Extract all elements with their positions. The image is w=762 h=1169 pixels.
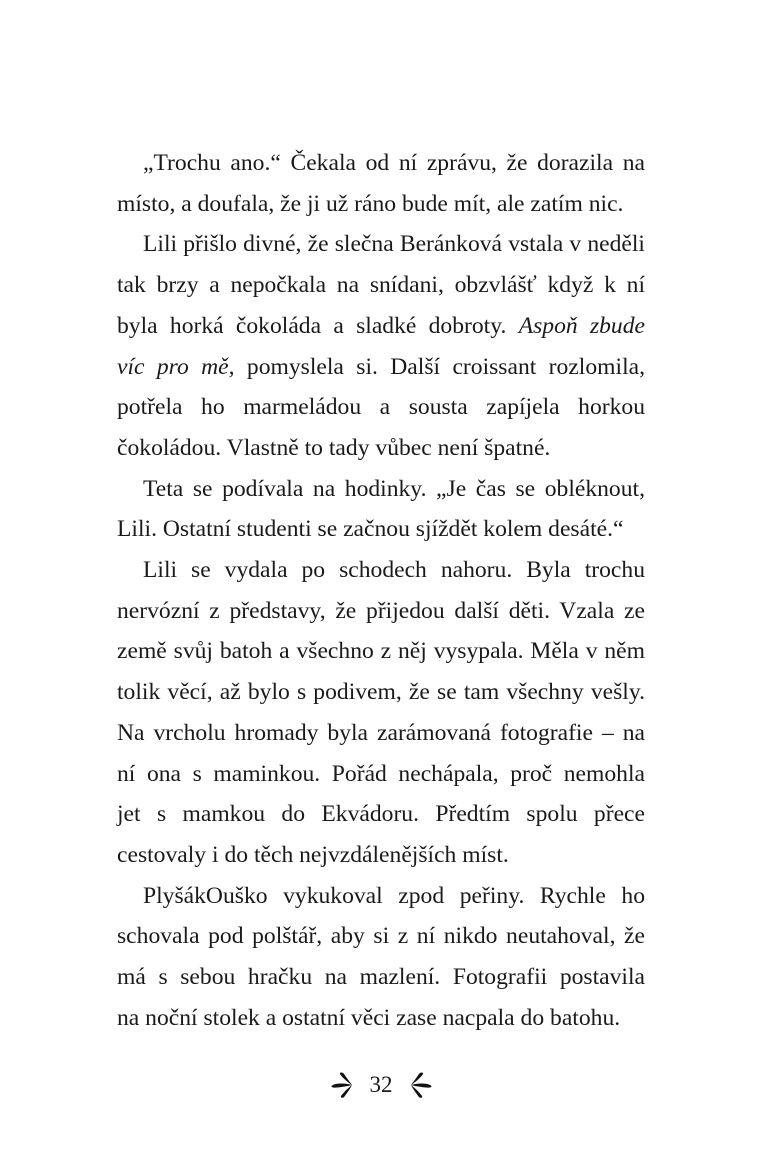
text-line: Na vrcholu hromady byla zarámovaná fotografie – na xyxy=(117,719,645,746)
text-line: jet s mamkou do Ekvádoru. Předtím spolu přece xyxy=(117,801,645,828)
text-line: „Trochu ano.“ Čekala od ní zprávu, že dorazila na xyxy=(143,150,645,176)
text-line: Lili přišlo divné, že slečna Beránková vstala v neděli xyxy=(143,231,645,258)
paragraph xyxy=(117,876,645,1039)
page-body-text xyxy=(117,143,645,1038)
text-line: PlyšákOuško vykukoval zpod peřiny. Rychle ho xyxy=(143,882,645,909)
text-run: pomyslela si. Další croissant rozlomila, xyxy=(234,353,645,380)
text-line: místo, a doufala, že ji už ráno bude mít, ale zatím nic. xyxy=(117,190,624,217)
italic-thought: víc pro mě, xyxy=(117,353,235,380)
text-line: Lili se vydala po schodech nahoru. Byla trochu xyxy=(143,557,645,584)
text-line: nervózní z představy, že přijedou další děti. Vzala ze xyxy=(117,597,645,624)
italic-thought: Aspoň zbude xyxy=(518,312,645,339)
text-line-mixed xyxy=(117,306,645,347)
text-line: Lili. Ostatní studenti se začnou sjíždět kolem desáté.“ xyxy=(117,516,624,543)
text-line: ní ona s maminkou. Pořád nechápala, proč nemohla xyxy=(117,760,645,787)
text-line: cestovaly i do těch nejvzdálenějších míst. xyxy=(117,841,509,868)
text-line-mixed xyxy=(117,347,645,388)
text-line: země svůj batoh a všechno z něj vysypala. Měla v něm xyxy=(117,638,645,665)
fleuron-right-ornament-icon xyxy=(405,1072,433,1098)
paragraph xyxy=(117,143,645,224)
text-run: byla horká čokoláda a sladké dobroty. xyxy=(117,312,519,339)
text-line: na noční stolek a ostatní věci zase nacpala do batohu. xyxy=(117,1004,621,1031)
paragraph xyxy=(117,550,645,876)
text-line: tak brzy a nepočkala na snídani, obzvlášť když k ní xyxy=(117,272,645,299)
page-footer xyxy=(0,1070,762,1100)
paragraph xyxy=(117,224,645,468)
text-line: potřela ho marmeládou a sousta zapíjela horkou xyxy=(117,394,645,421)
text-line: Teta se podívala na hodinky. „Je čas se obléknout, xyxy=(143,475,645,502)
fleuron-left-ornament-icon xyxy=(330,1072,358,1098)
paragraph xyxy=(117,469,645,550)
page-number: 32 xyxy=(369,1072,393,1097)
text-line: schovala pod polštář, aby si z ní nikdo neutahoval, že xyxy=(117,923,645,950)
text-line: čokoládou. Vlastně to tady vůbec není špatné. xyxy=(117,434,551,461)
text-line: tolik věcí, až bylo s podivem, že se tam všechny vešly. xyxy=(117,679,645,706)
text-line: má s sebou hračku na mazlení. Fotografii postavila xyxy=(117,964,645,991)
